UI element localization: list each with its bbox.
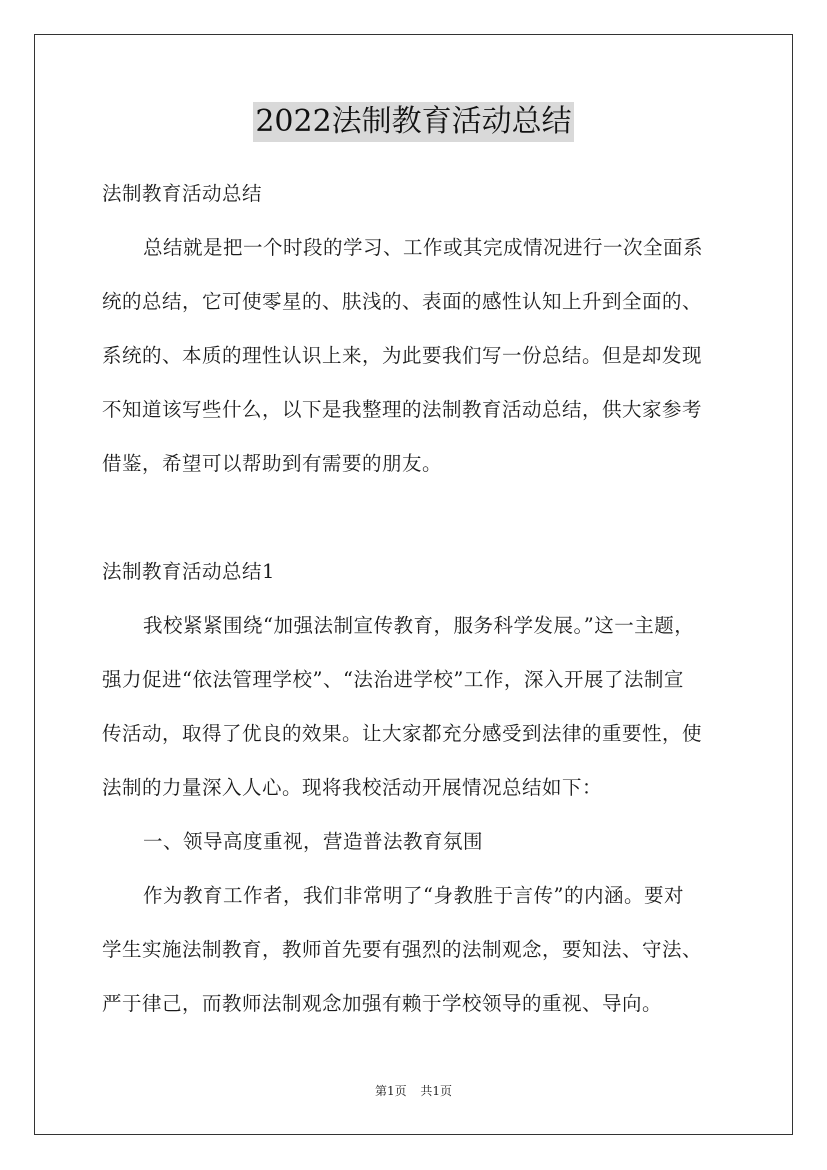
section1-para1-line-1: 我校紧紧围绕“加强法制宣传教育，服务科学发展。”这一主题， [143,614,695,637]
section1-para2-line-1: 作为教育工作者，我们非常明了“身教胜于言传”的内涵。要对 [143,884,684,907]
section1-heading: 法制教育活动总结1 [102,560,275,583]
page-total: 共1页 [420,1084,453,1098]
section1-para1-line-3: 传活动，取得了优良的效果。让大家都充分感受到法律的重要性，使 [102,722,703,745]
section1-para2-line-2: 学生实施法制教育，教师首先要有强烈的法制观念，要知法、守法、 [102,938,703,961]
section1-para2-line-3: 严于律己，而教师法制观念加强有赖于学校领导的重视、导向。 [102,992,663,1015]
section1-subheading: 一、领导高度重视，营造普法教育氛围 [143,830,484,853]
section1-para1-line-2: 强力促进“依法管理学校”、“法治进学校”工作，深入开展了法制宣 [102,668,684,691]
intro-line-4: 不知道该写些什么，以下是我整理的法制教育活动总结，供大家参考 [102,398,703,421]
page-number: 第1页 [374,1084,407,1098]
page-footer [0,1083,827,1099]
intro-line-2: 统的总结，它可使零星的、肤浅的、表面的感性认知上升到全面的、 [102,290,703,313]
intro-line-5: 借鉴，希望可以帮助到有需要的朋友。 [102,452,443,475]
document-subtitle: 法制教育活动总结 [102,182,263,205]
intro-line-1: 总结就是把一个时段的学习、工作或其完成情况进行一次全面系 [143,236,704,259]
title-container [0,102,827,142]
intro-line-3: 系统的、本质的理性认识上来，为此要我们写一份总结。但是却发现 [102,344,703,367]
section1-para1-line-4: 法制的力量深入人心。现将我校活动开展情况总结如下： [102,776,603,799]
document-title: 2022法制教育活动总结 [253,102,573,142]
